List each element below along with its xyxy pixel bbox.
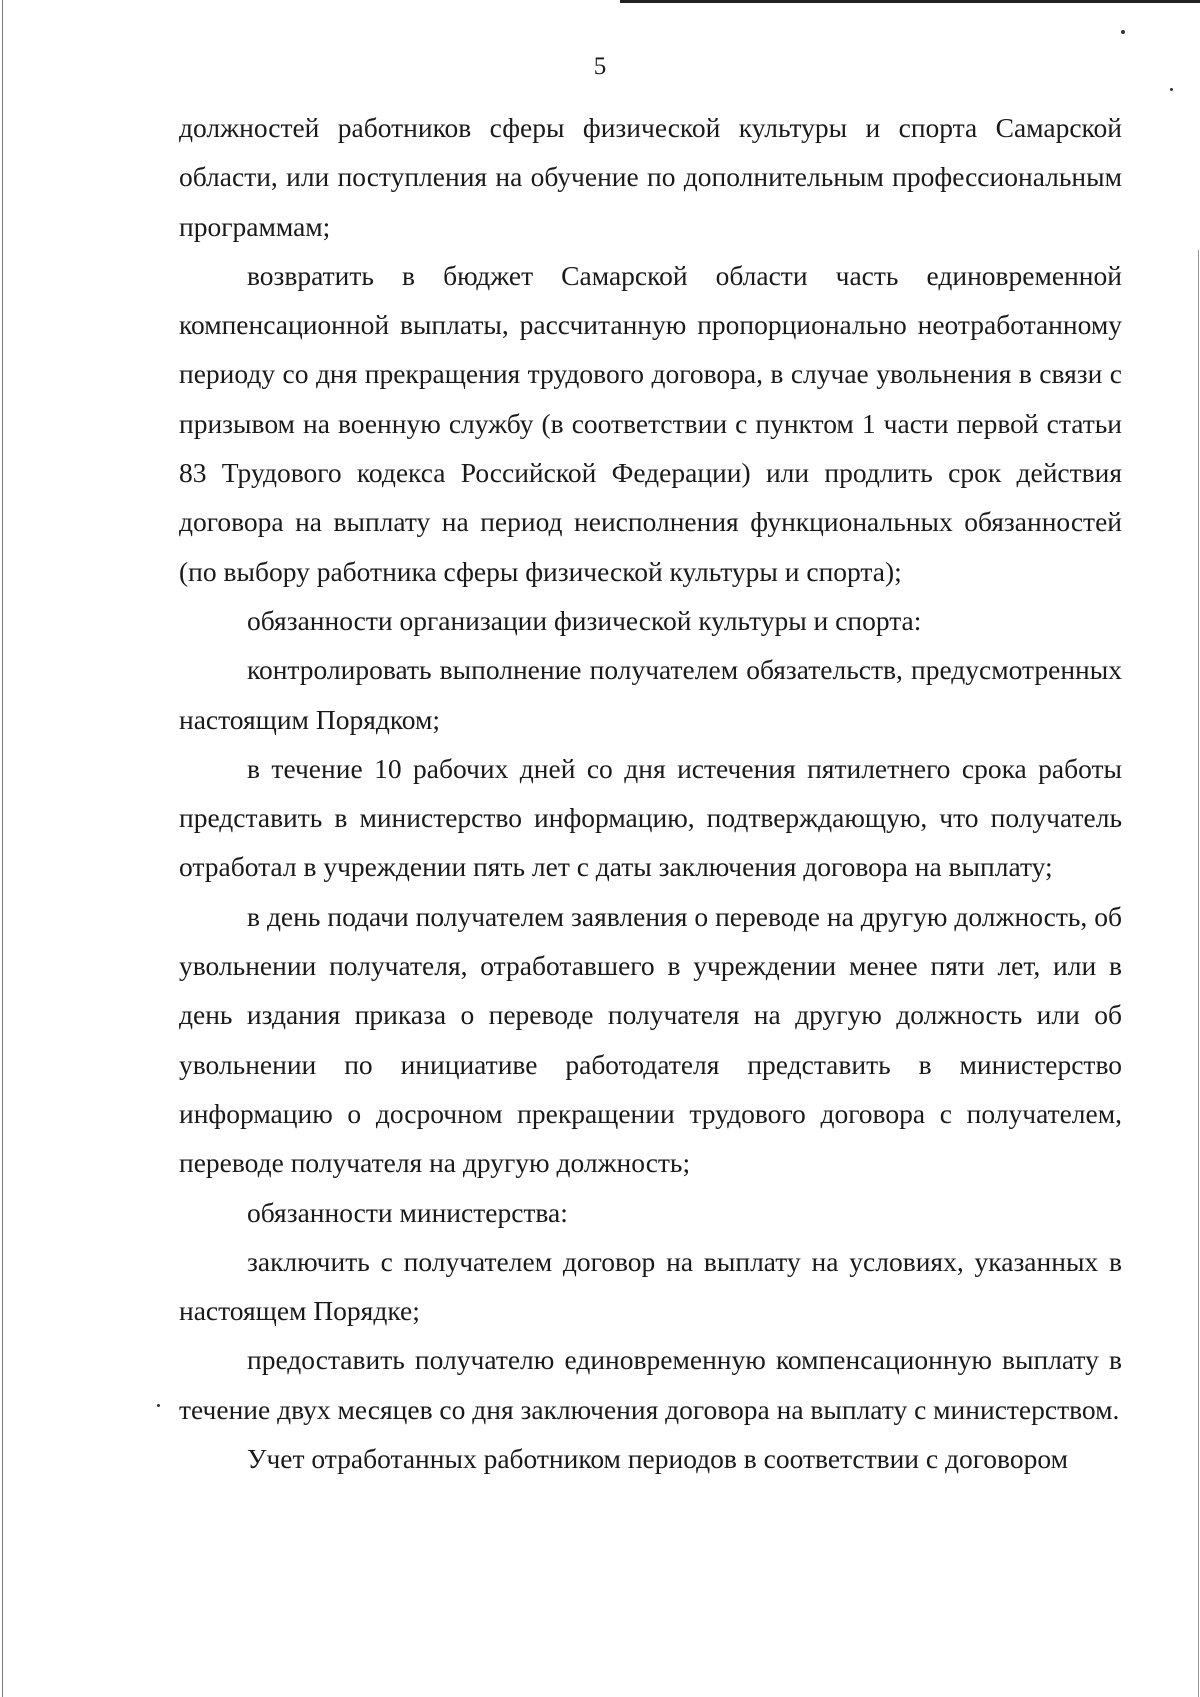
paragraph: обязанности организации физической культуры и спорта: [247, 604, 922, 636]
paragraph: контролировать выполнение получателем обязательств, предусмотренных настоящим Порядком; [179, 654, 1122, 735]
paragraph: должностей работников сферы физической культуры и спорта Самарской области, или поступления на обучение по дополнительным профессиональным программам; [179, 112, 1122, 242]
paragraph: возвратить в бюджет Самарской области часть единовременной компенсационной выплаты, рассчитанную пропорционально неотработанному периоду со дня прекращения трудового договора, в случае увольнения в связи с призывом на военную службу (в соответствии с пунктом 1 части первой статьи 83 Трудового кодекса Российской Федерации) или продлить срок действия договора на выплату на период неисполнения функциональных обязанностей (по выбору работника сферы физической культуры и спорта); [179, 259, 1122, 587]
paragraph: предоставить получателю единовременную компенсационную выплату в течение двух месяцев со дня заключения договора на выплату с министерством. [179, 1344, 1122, 1425]
scan-edge-right [1198, 250, 1199, 1697]
scan-dust-mark [1170, 88, 1173, 91]
paragraph: в течение 10 рабочих дней со дня истечения пятилетнего срока работы представить в министерство информацию, подтверждающую, что получатель отработал в учреждении пять лет с даты заключения договора на выплату; [179, 752, 1122, 883]
paragraph: в день подачи получателем заявления о переводе на другую должность, об увольнении получателя, отработавшего в учреждении менее пяти лет, или в день издания приказа о переводе получателя на другую должность или об увольнении по инициативе работодателя представить в министерство информацию о досрочном прекращении трудового договора с получателем, переводе получателя на другую должность; [179, 900, 1122, 1179]
document-body [179, 103, 1122, 1483]
scan-edge-left [2, 0, 3, 1697]
scan-dust-mark [157, 1404, 160, 1407]
scan-edge-top [620, 0, 1200, 3]
scan-dust-mark [1121, 30, 1125, 34]
paragraph: обязанности министерства: [247, 1196, 568, 1228]
page-number: 5 [593, 53, 607, 80]
paragraph: заключить с получателем договор на выплату на условиях, указанных в настоящем Порядке; [179, 1245, 1122, 1327]
paragraph: Учет отработанных работником периодов в соответствии с договором [247, 1443, 1068, 1475]
